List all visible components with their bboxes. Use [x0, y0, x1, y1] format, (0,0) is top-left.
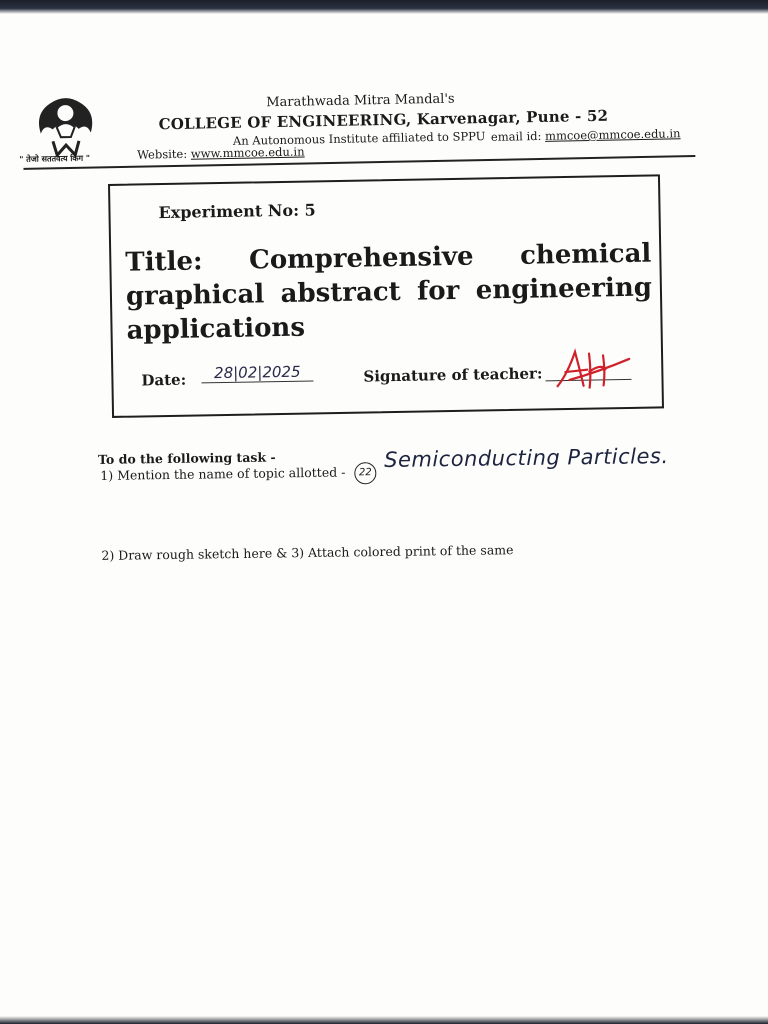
email-line — [491, 126, 681, 144]
task-section — [96, 444, 676, 563]
topic-number-circled: 22 — [354, 462, 376, 484]
date-label: Date: — [141, 370, 187, 390]
teacher-signature-icon — [549, 345, 634, 392]
signature-label: Signature of teacher: — [363, 364, 543, 386]
email-link[interactable]: mmcoe@mmcoe.edu.in — [544, 126, 681, 143]
experiment-number: Experiment No: 5 — [158, 200, 316, 223]
task-2: 2) Draw rough sketch here & 3) Attach colored print of the same — [101, 542, 514, 563]
college-name: COLLEGE OF ENGINEERING, Karvenagar, Pune - 52 — [158, 106, 609, 134]
college-logo-icon — [30, 92, 101, 157]
task-heading: To do the following task - — [97, 449, 276, 467]
website-line — [137, 145, 305, 162]
trust-name: Marathwada Mitra Mandal's — [266, 91, 455, 111]
college-motto: " तेजो सततवत्य किंग " — [19, 153, 91, 164]
autonomous-note: An Autonomous Institute affiliated to SPPU — [232, 129, 486, 148]
college-header — [18, 79, 720, 178]
website-link[interactable]: www.mmcoe.edu.in — [190, 144, 305, 161]
website-label: Website: — [137, 146, 191, 162]
experiment-box — [108, 174, 664, 418]
scan-top-edge — [0, 0, 768, 14]
topic-handwritten: Semiconducting Particles. — [383, 444, 669, 472]
date-handwritten: 28|02|2025 — [201, 362, 313, 383]
header-rule — [23, 155, 695, 170]
task-1: 1) Mention the name of topic allotted - — [100, 464, 346, 483]
email-label: email id: — [490, 128, 546, 144]
scan-bottom-edge — [0, 1016, 768, 1024]
experiment-title: Title: Comprehensive chemical graphical abstract for engineering applications — [125, 238, 653, 346]
